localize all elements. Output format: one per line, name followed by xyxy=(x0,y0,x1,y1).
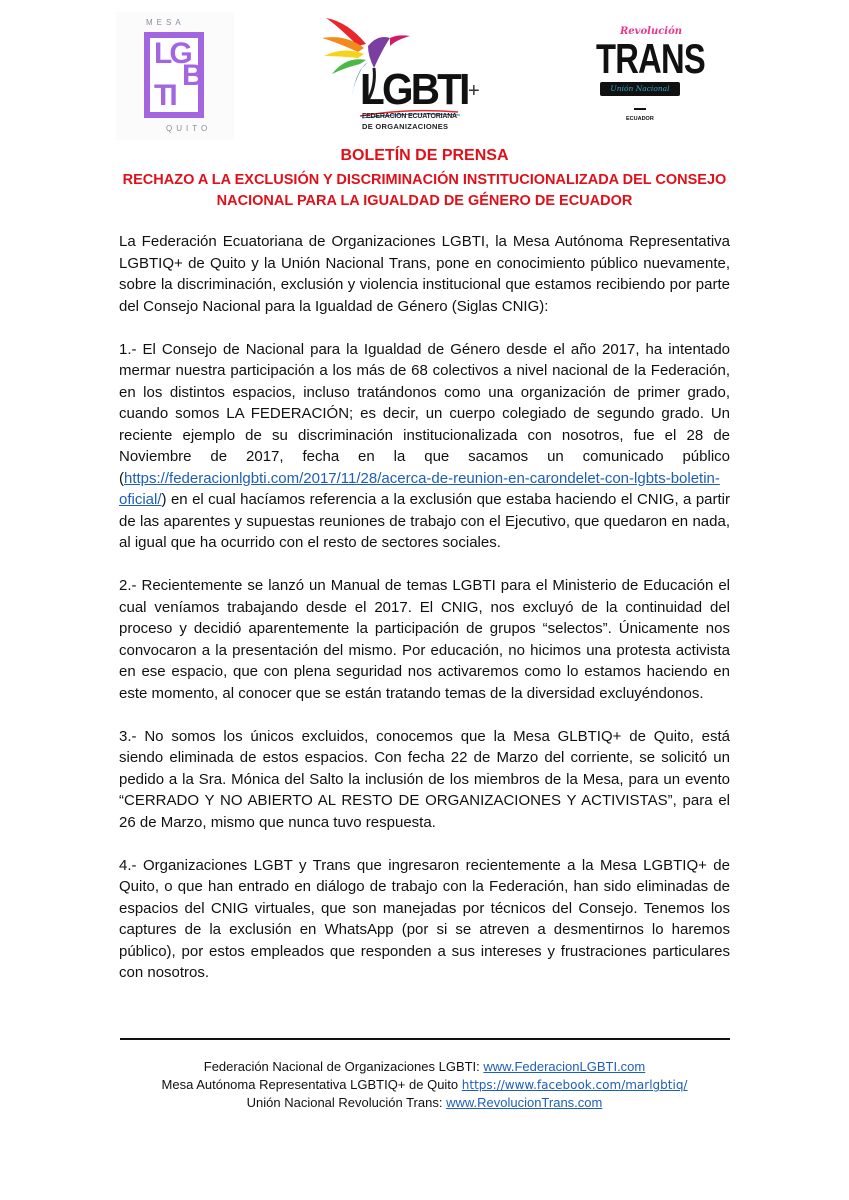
logo-quito-label: QUITO xyxy=(166,124,212,133)
logo-plus: + xyxy=(468,80,480,102)
point-3-paragraph: 3.- No somos los únicos excluidos, conocemos que la Mesa GLBTIQ+ de Quito, está siendo eliminada de estos espacios. Con fecha 22 de Marzo del corriente, se solicitó un pedido a la Sra. Mónica del Salto la inclusión de los miembros de la Mesa, para un evento “CERRADO Y NO ABIERTO AL RESTO DE ORGANIZACIONES Y ACTIVISTAS”, para el 26 de Marzo, mismo que nunca tuvo respuesta. xyxy=(119,727,730,831)
bulletin-body xyxy=(119,231,730,1005)
logo-letters: LG B TI xyxy=(154,37,201,112)
logo-revolucion-script: Revolución xyxy=(620,26,683,37)
logo-trans-wordmark: TRANS xyxy=(596,35,705,82)
logo-dash xyxy=(634,108,646,110)
revolucion-trans-website-link[interactable]: www.RevolucionTrans.com xyxy=(446,1095,603,1110)
federacion-article-link[interactable]: https://federacionlgbti.com/2017/11/28/acerca-de-reunion-en-carondelet-con-lgbts-boletin-oficial/ xyxy=(119,469,720,508)
point-2-paragraph: 2.- Recientemente se lanzó un Manual de temas LGBTI para el Ministerio de Educación el cual veníamos trabajando desde el 2017. El CNIG, nos excluyó de la continuidad del proceso y decidió aparentemente la participación de grupos “selectos”. Únicamente nos convocaron a la presentación del mismo. Por educación, no hicimos una protesta activista en ese espacio, que con plena seguridad nos activaremos como lo estamos haciendo en este momento, al conocer que se están tratando temas de la diversidad excluyéndonos. xyxy=(119,577,730,702)
intro-paragraph: La Federación Ecuatoriana de Organizaciones LGBTI, la Mesa Autónoma Representativa LGBTIQ+ de Quito y la Unión Nacional Trans, pone en conocimiento público nuevamente, sobre la discriminación, exclusión y violencia institucional que estamos recibiendo por parte del Consejo Nacional para la Igualdad de Género (Siglas CNIG): xyxy=(119,233,730,315)
mesa-facebook-link[interactable]: https://www.facebook.com/marlgbtiq/ xyxy=(461,1078,688,1092)
footer-line-trans: Unión Nacional Revolución Trans: www.RevolucionTrans.com xyxy=(246,1095,603,1110)
logo-federacion-line2: DE ORGANIZACIONES xyxy=(362,122,449,131)
footer-contacts xyxy=(0,1058,849,1112)
federacion-website-link[interactable]: www.FederacionLGBTI.com xyxy=(483,1059,646,1074)
logo-lgbti-mark: LGBTI xyxy=(360,65,468,114)
logo-frame xyxy=(144,32,204,118)
logo-mesa-label: MESA xyxy=(146,18,185,27)
logo-row xyxy=(0,8,849,138)
logo-federacion-line1: FEDERACIÓN ECUATORIANA xyxy=(362,113,457,120)
bulletin-title: BOLETÍN DE PRENSA xyxy=(340,147,509,164)
federacion-lgbti-logo xyxy=(318,16,488,134)
mesa-lgbti-quito-logo xyxy=(116,12,234,140)
logo-ribbon-banner: Unión Nacional xyxy=(600,82,680,96)
point-4-paragraph: 4.- Organizaciones LGBT y Trans que ingresaron recientemente a la Mesa LGBTIQ+ de Quito, o que han entrado en diálogo de trabajo con la Federación, han sido eliminadas de espacios del CNIG virtuales, que son manejadas por técnicos del Consejo. Tenemos los captures de la exclusión en WhatsApp (por si se atreven a desmentirnos lo haremos público), por estos empleados que responden a sus intereses y frustraciones particulares con nosotros. xyxy=(119,856,730,981)
footer-line-federacion: Federación Nacional de Organizaciones LGBTI: www.FederacionLGBTI.com xyxy=(203,1059,646,1074)
point-1-paragraph: 1.- El Consejo de Nacional para la Igualdad de Género desde el año 2017, ha intentado mermar nuestra participación a los más de 68 colectivos a nivel nacional de la Federación, en los distintos espacios, incluso tratándonos como una organización de primer grado, cuando somos LA FEDERACIÓN; es decir, un cuerpo colegiado de segundo grado. Un reciente ejemplo de su discriminación institucionalizada con nosotros, fue el 28 de Noviembre de 2017, fecha en la que sacamos un comunicado público (https://federacionlgbti.com/2017/11/28/acerca-de-reunion-en-carondelet-con-lgbts-boletin-oficial/) en el cual hacíamos referencia a la exclusión que estaba haciendo el CNIG, a partir de las aparentes y supuestas reuniones de trabajo con el Ejecutivo, que quedaron en nada, al igual que ha ocurrido con el resto de sectores sociales. xyxy=(119,340,730,551)
bulletin-subtitle-line1: RECHAZO A LA EXCLUSIÓN Y DISCRIMINACIÓN INSTITUCIONALIZADA DEL CONSEJO xyxy=(122,172,727,188)
logo-ecuador-label: ECUADOR xyxy=(626,116,654,122)
footer-divider xyxy=(120,1038,730,1040)
footer-line-mesa: Mesa Autónoma Representativa LGBTIQ+ de Quito https://www.facebook.com/marlgbtiq/ xyxy=(161,1077,688,1092)
bulletin-subtitle-line2: NACIONAL PARA LA IGUALDAD DE GÉNERO DE ECUADOR xyxy=(216,193,633,209)
revolucion-trans-logo xyxy=(588,26,705,131)
